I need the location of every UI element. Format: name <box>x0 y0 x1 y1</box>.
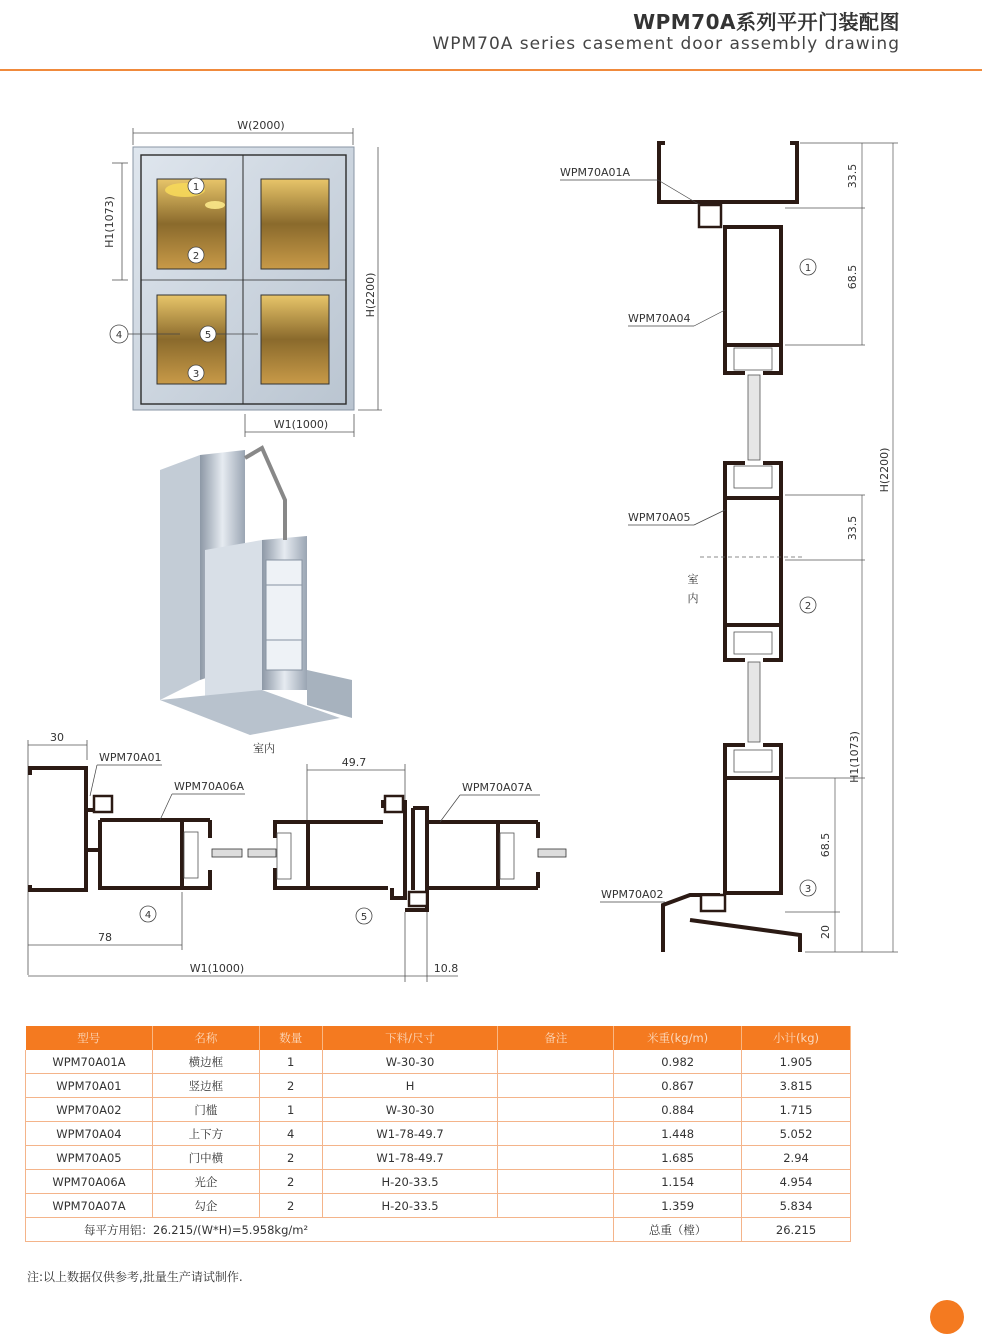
cell-qty: 2 <box>259 1146 322 1170</box>
table-row <box>26 1122 851 1146</box>
door-elevation <box>103 119 382 437</box>
cell-weight: 1.685 <box>614 1146 742 1170</box>
cell-remark <box>498 1074 614 1098</box>
svg-text:3: 3 <box>192 369 200 380</box>
header-subtotal: 小计(kg) <box>742 1026 851 1050</box>
table-row <box>26 1074 851 1098</box>
svg-text:4: 4 <box>115 330 123 341</box>
footnote: 注:以上数据仅供参考,批量生产请试制作. <box>27 1270 243 1284</box>
dim-h1-section: H1(1073) <box>848 731 861 783</box>
cell-subtotal: 2.94 <box>742 1146 851 1170</box>
marker-1 <box>188 178 204 194</box>
section-marker-4 <box>140 906 156 922</box>
cell-cut: W1-78-49.7 <box>322 1122 498 1146</box>
cell-model: WPM70A07A <box>26 1194 153 1218</box>
dim-49-7: 49.7 <box>341 756 367 769</box>
cell-qty: 1 <box>259 1098 322 1122</box>
vertical-section <box>560 143 898 952</box>
label-wpm70a06a: WPM70A06A <box>174 780 245 793</box>
vertical-marker-1 <box>800 259 816 275</box>
vertical-marker-2 <box>800 597 816 613</box>
cell-name: 勾企 <box>152 1194 259 1218</box>
section-marker-5 <box>356 908 372 924</box>
dim-68-5-top: 68.5 <box>846 264 859 290</box>
cell-name: 门槛 <box>152 1098 259 1122</box>
interior-label-2: 内 <box>687 592 699 605</box>
dim-33-5-mid: 33.5 <box>846 515 859 541</box>
cell-subtotal: 5.834 <box>742 1194 851 1218</box>
cell-model: WPM70A01A <box>26 1050 153 1074</box>
dim-w1-section: W1(1000) <box>189 962 245 975</box>
label-wpm70a04: WPM70A04 <box>628 312 691 325</box>
cell-remark <box>498 1122 614 1146</box>
cell-model: WPM70A06A <box>26 1170 153 1194</box>
cell-weight: 0.884 <box>614 1098 742 1122</box>
cell-model: WPM70A01 <box>26 1074 153 1098</box>
svg-text:2: 2 <box>804 601 812 612</box>
marker-2 <box>188 247 204 263</box>
vertical-marker-3 <box>800 880 816 896</box>
cell-cut: W-30-30 <box>322 1098 498 1122</box>
cell-qty: 2 <box>259 1194 322 1218</box>
cell-subtotal: 4.954 <box>742 1170 851 1194</box>
cell-weight: 1.154 <box>614 1170 742 1194</box>
svg-text:1: 1 <box>804 263 812 274</box>
glass-pane <box>261 179 329 269</box>
dim-w1: W1(1000) <box>273 418 329 431</box>
cell-subtotal: 1.905 <box>742 1050 851 1074</box>
horizontal-section <box>28 731 566 982</box>
cell-name: 横边框 <box>152 1050 259 1074</box>
dim-overall-height: H(2200) <box>878 447 891 493</box>
parts-table <box>25 1026 851 1242</box>
label-wpm70a02: WPM70A02 <box>601 888 664 901</box>
interior-label-1: 室 <box>687 573 699 586</box>
svg-text:5: 5 <box>204 330 212 341</box>
svg-text:2: 2 <box>192 251 200 262</box>
header-cut: 下料/尺寸 <box>322 1026 498 1050</box>
header-name: 名称 <box>152 1026 259 1050</box>
dim-height: H(2200) <box>364 272 377 318</box>
cell-cut: W1-78-49.7 <box>322 1146 498 1170</box>
cell-name: 上下方 <box>152 1122 259 1146</box>
cell-weight: 0.982 <box>614 1050 742 1074</box>
dim-10-8: 10.8 <box>433 962 459 975</box>
table-summary-row <box>26 1218 851 1242</box>
cell-remark <box>498 1146 614 1170</box>
table-row <box>26 1194 851 1218</box>
cell-qty: 2 <box>259 1074 322 1098</box>
cell-remark <box>498 1170 614 1194</box>
table-row <box>26 1170 851 1194</box>
table-row <box>26 1098 851 1122</box>
cell-qty: 4 <box>259 1122 322 1146</box>
svg-text:1: 1 <box>192 182 200 193</box>
cell-model: WPM70A02 <box>26 1098 153 1122</box>
cell-cut: H-20-33.5 <box>322 1194 498 1218</box>
marker-3 <box>188 365 204 381</box>
cell-subtotal: 5.052 <box>742 1122 851 1146</box>
dim-33-5-top: 33.5 <box>846 163 859 189</box>
summary-aluminium-per-sqm: 每平方用铝：26.215/(W*H)=5.958kg/m² <box>26 1218 614 1242</box>
label-wpm70a01: WPM70A01 <box>99 751 162 764</box>
cell-name: 竖边框 <box>152 1074 259 1098</box>
dim-78: 78 <box>98 931 112 944</box>
cell-model: WPM70A04 <box>26 1122 153 1146</box>
cell-model: WPM70A05 <box>26 1146 153 1170</box>
header-weight: 米重(kg/m) <box>614 1026 742 1050</box>
cell-cut: H-20-33.5 <box>322 1170 498 1194</box>
table-row <box>26 1050 851 1074</box>
header-model: 型号 <box>26 1026 153 1050</box>
svg-text:5: 5 <box>360 912 368 923</box>
cell-qty: 2 <box>259 1170 322 1194</box>
cell-name: 光企 <box>152 1170 259 1194</box>
cell-cut: W-30-30 <box>322 1050 498 1074</box>
cell-subtotal: 3.815 <box>742 1074 851 1098</box>
summary-label: 总重（樘） <box>614 1218 742 1242</box>
svg-text:4: 4 <box>144 910 152 921</box>
header-remark: 备注 <box>498 1026 614 1050</box>
table-header-row <box>26 1026 851 1050</box>
cell-subtotal: 1.715 <box>742 1098 851 1122</box>
dim-20: 20 <box>819 925 832 939</box>
table-row <box>26 1146 851 1170</box>
page-corner-decoration <box>930 1300 964 1334</box>
cell-remark <box>498 1098 614 1122</box>
cell-remark <box>498 1194 614 1218</box>
dim-68-5-bottom: 68.5 <box>819 832 832 858</box>
page-title: WPM70A系列平开门装配图 <box>633 10 900 34</box>
page-subtitle: WPM70A series casement door assembly drawing <box>432 34 900 54</box>
dim-30: 30 <box>50 731 64 744</box>
dim-h1: H1(1073) <box>103 196 116 248</box>
profile-3d-illustration <box>160 448 352 735</box>
summary-total: 26.215 <box>742 1218 851 1242</box>
cell-cut: H <box>322 1074 498 1098</box>
cell-weight: 1.359 <box>614 1194 742 1218</box>
cell-name: 门中横 <box>152 1146 259 1170</box>
glass-pane <box>261 295 329 384</box>
svg-text:3: 3 <box>804 884 812 895</box>
label-wpm70a07a: WPM70A07A <box>462 781 533 794</box>
cell-qty: 1 <box>259 1050 322 1074</box>
cell-weight: 1.448 <box>614 1122 742 1146</box>
dim-width: W(2000) <box>237 119 285 132</box>
header-qty: 数量 <box>259 1026 322 1050</box>
photo-caption: 室内 <box>253 742 275 755</box>
label-wpm70a01a: WPM70A01A <box>560 166 631 179</box>
cell-weight: 0.867 <box>614 1074 742 1098</box>
label-wpm70a05: WPM70A05 <box>628 511 691 524</box>
cell-remark <box>498 1050 614 1074</box>
